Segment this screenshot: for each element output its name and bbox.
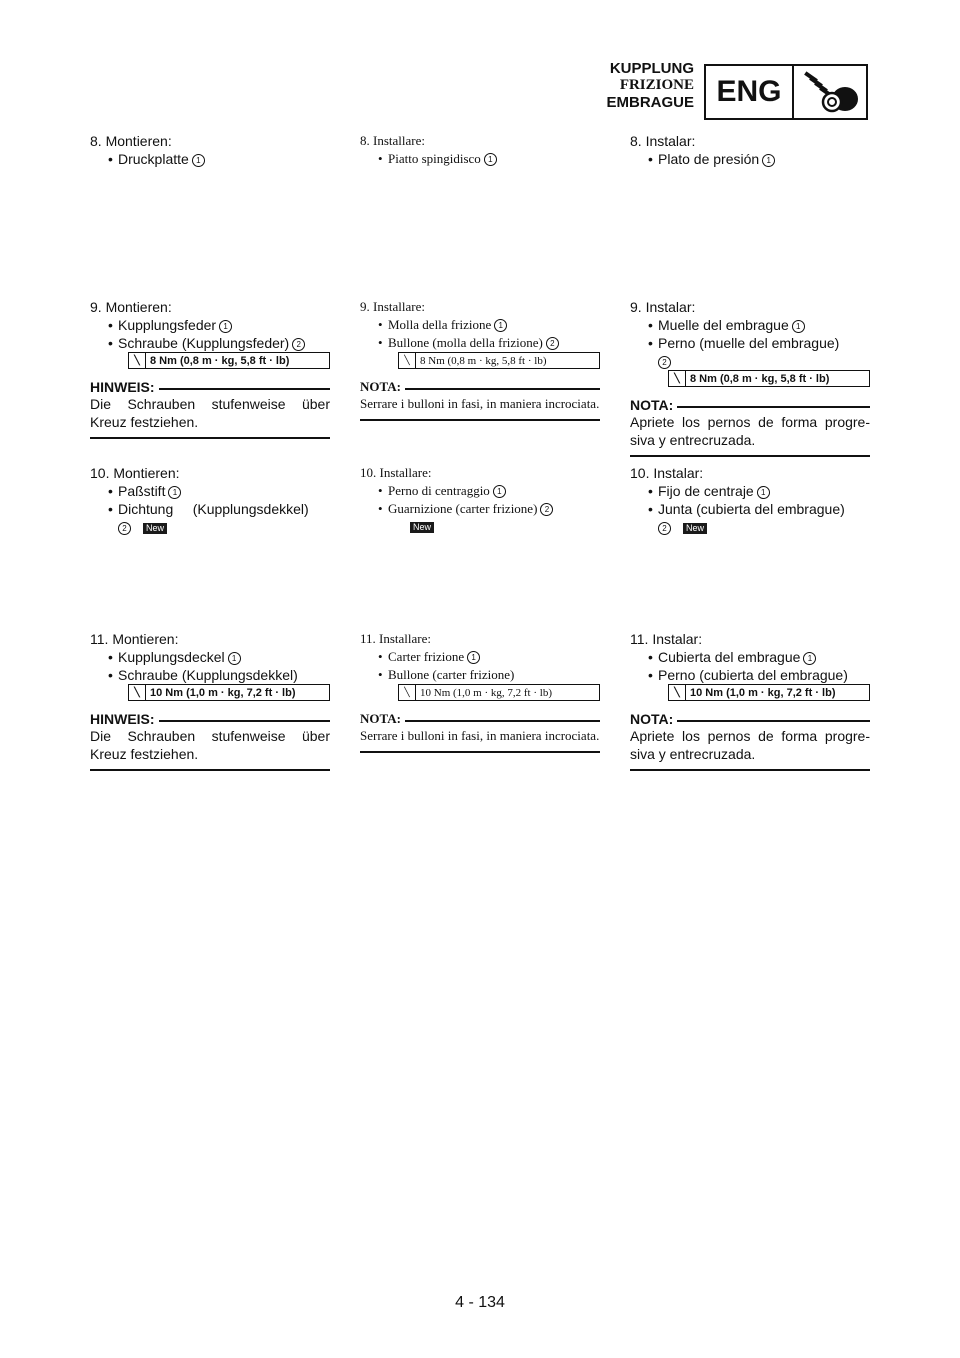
step-heading: 10. Montieren: [90,465,180,481]
divider [360,419,600,421]
item-label: Piatto spingidisco [388,151,481,166]
divider [405,720,600,722]
callout-number: 2 [118,522,131,535]
note-block [360,379,600,421]
item-label: Carter frizione [388,649,465,664]
callout-number: 1 [168,486,181,499]
list-item [630,316,870,334]
item-label: Druckplatte [118,151,189,167]
list-item [90,666,330,684]
note-block [630,711,870,771]
item-label: Schraube (Kupplungsdekkel) [118,667,298,683]
divider [405,388,600,390]
divider [90,769,330,771]
item-label: Junta (cubierta del embrague) [658,501,845,517]
torque-spec [398,352,600,369]
note-block [90,379,330,439]
divider [159,720,330,722]
note-label: NOTA: [630,711,674,727]
step-heading: 8. Installare: [360,133,425,148]
wrench-icon: ╲ [669,371,686,386]
step-heading: 11. Instalar: [630,631,703,647]
list-item [360,648,600,666]
item-label: Plato de presión [658,151,760,167]
item-label: Dichtung (Kupplungsdekkel) [118,501,309,517]
title-spanish: EMBRAGUE [606,94,694,111]
item-label: Kupplungsdeckel [118,649,225,665]
list-item-continuation [90,518,330,536]
callout-number: 1 [192,154,205,167]
list-item [360,482,600,500]
torque-spec [668,370,870,387]
torque-value: 10 Nm (1,0 m · kg, 7,2 ft · lb) [690,686,836,699]
wrench-icon: ╲ [129,685,146,700]
torque-value: 10 Nm (1,0 m · kg, 7,2 ft · lb) [420,686,552,699]
item-label: Fijo de centraje [658,483,754,499]
step-heading: 8. Montieren: [90,133,172,149]
note-block [90,711,330,771]
callout-number: 1 [803,652,816,665]
lang-badge: ENG [706,66,794,118]
note-text: Apriete los pernos de forma progre-siva y entrecruzada. [630,414,870,448]
list-item [630,648,870,666]
list-item [90,500,330,518]
callout-number: 2 [292,338,305,351]
list-item [630,482,870,500]
note-heading [360,379,600,395]
note-label: HINWEIS: [90,379,155,395]
title-italian: FRIZIONE [619,77,694,93]
callout-number: 1 [484,153,497,166]
wrench-icon: ╲ [129,353,146,368]
list-item-continuation [630,352,870,370]
item-label: Bullone (molla della frizione) [388,335,543,350]
callout-number: 1 [228,652,241,665]
wrench-icon: ╲ [399,353,416,368]
note-label: NOTA: [630,397,674,413]
callout-number: 1 [792,320,805,333]
step-11-es [630,630,870,771]
new-part-badge: New [683,523,707,534]
title-german: KUPPLUNG [609,60,694,77]
item-label: Schraube (Kupplungsfeder) [118,335,290,351]
step-8-it [360,132,600,168]
note-heading [90,711,330,727]
item-label: Kupplungsfeder [118,317,217,333]
callout-number: 1 [219,320,232,333]
note-heading [630,397,870,413]
note-heading [90,379,330,395]
list-item [90,316,330,334]
callout-number: 2 [540,503,553,516]
list-item-continuation [360,518,600,536]
torque-spec [128,684,330,701]
step-heading: 10. Installare: [360,465,432,480]
step-10-es [630,464,870,536]
list-item-continuation [630,518,870,536]
step-10-de [90,464,330,536]
list-item [90,482,330,500]
torque-value: 8 Nm (0,8 m · kg, 5,8 ft · lb) [150,354,290,367]
divider [677,720,870,722]
callout-number: 2 [658,356,671,369]
torque-value: 8 Nm (0,8 m · kg, 5,8 ft · lb) [690,372,830,385]
step-11-it [360,630,600,753]
item-label: Paßstift [118,483,166,499]
step-11-de [90,630,330,771]
list-item [360,334,600,352]
step-10-it [360,464,600,536]
new-part-badge: New [143,523,167,534]
note-label: HINWEIS: [90,711,155,727]
item-label: Muelle del embrague [658,317,789,333]
step-heading: 9. Montieren: [90,299,172,315]
item-label: Molla della frizione [388,317,492,332]
divider [360,751,600,753]
item-label: Perno (muelle del embrague) [658,335,840,351]
divider [677,406,870,408]
note-text: Apriete los pernos de forma progre-siva y entrecruzada. [630,728,870,762]
callout-number: 2 [546,337,559,350]
list-item [630,666,870,684]
note-text: Die Schrauben stufenweise über Kreuz festziehen. [90,396,330,430]
item-label: Perno (cubierta del embrague) [658,667,848,683]
divider [90,437,330,439]
note-block [630,397,870,457]
torque-value: 10 Nm (1,0 m · kg, 7,2 ft · lb) [150,686,296,699]
callout-number: 1 [762,154,775,167]
callout-number: 1 [467,651,480,664]
item-label: Perno di centraggio [388,483,490,498]
note-text: Serrare i bulloni in fasi, in maniera incrociata. [360,396,600,411]
note-label: NOTA: [360,379,401,394]
new-part-badge: New [410,522,434,533]
list-item [360,666,600,684]
note-label: NOTA: [360,711,401,726]
divider [630,769,870,771]
torque-spec [128,352,330,369]
note-heading [360,711,600,727]
clutch-icon [794,66,866,118]
step-heading: 11. Installare: [360,631,431,646]
list-item [360,500,600,518]
divider [630,455,870,457]
note-block [360,711,600,753]
step-9-es [630,298,870,457]
step-8-es [630,132,870,168]
wrench-icon: ╲ [399,685,416,700]
step-8-de [90,132,330,168]
wrench-icon: ╲ [669,685,686,700]
torque-spec [398,684,600,701]
list-item [630,150,870,168]
note-heading [630,711,870,727]
step-9-it [360,298,600,421]
divider [159,388,330,390]
item-label: Bullone (carter frizione) [388,667,515,682]
torque-spec [668,684,870,701]
list-item [630,334,870,352]
section-titles [474,60,694,111]
list-item [360,150,600,168]
list-item [360,316,600,334]
note-text: Serrare i bulloni in fasi, in maniera incrociata. [360,728,600,743]
torque-value: 8 Nm (0,8 m · kg, 5,8 ft · lb) [420,354,547,367]
page-header [560,58,872,124]
step-heading: 10. Instalar: [630,465,704,481]
step-heading: 8. Instalar: [630,133,696,149]
callout-number: 2 [658,522,671,535]
step-heading: 9. Instalar: [630,299,696,315]
list-item [90,150,330,168]
callout-number: 1 [494,319,507,332]
callout-number: 1 [757,486,770,499]
step-heading: 11. Montieren: [90,631,179,647]
list-item [630,500,870,518]
step-9-de [90,298,330,439]
language-badge-box [704,64,868,120]
page-number: 4 - 134 [455,1294,505,1311]
item-label: Cubierta del embrague [658,649,801,665]
list-item [90,334,330,352]
item-label: Guarnizione (carter frizione) [388,501,538,516]
note-text: Die Schrauben stufenweise über Kreuz festziehen. [90,728,330,762]
step-heading: 9. Installare: [360,299,425,314]
list-item [90,648,330,666]
callout-number: 1 [493,485,506,498]
